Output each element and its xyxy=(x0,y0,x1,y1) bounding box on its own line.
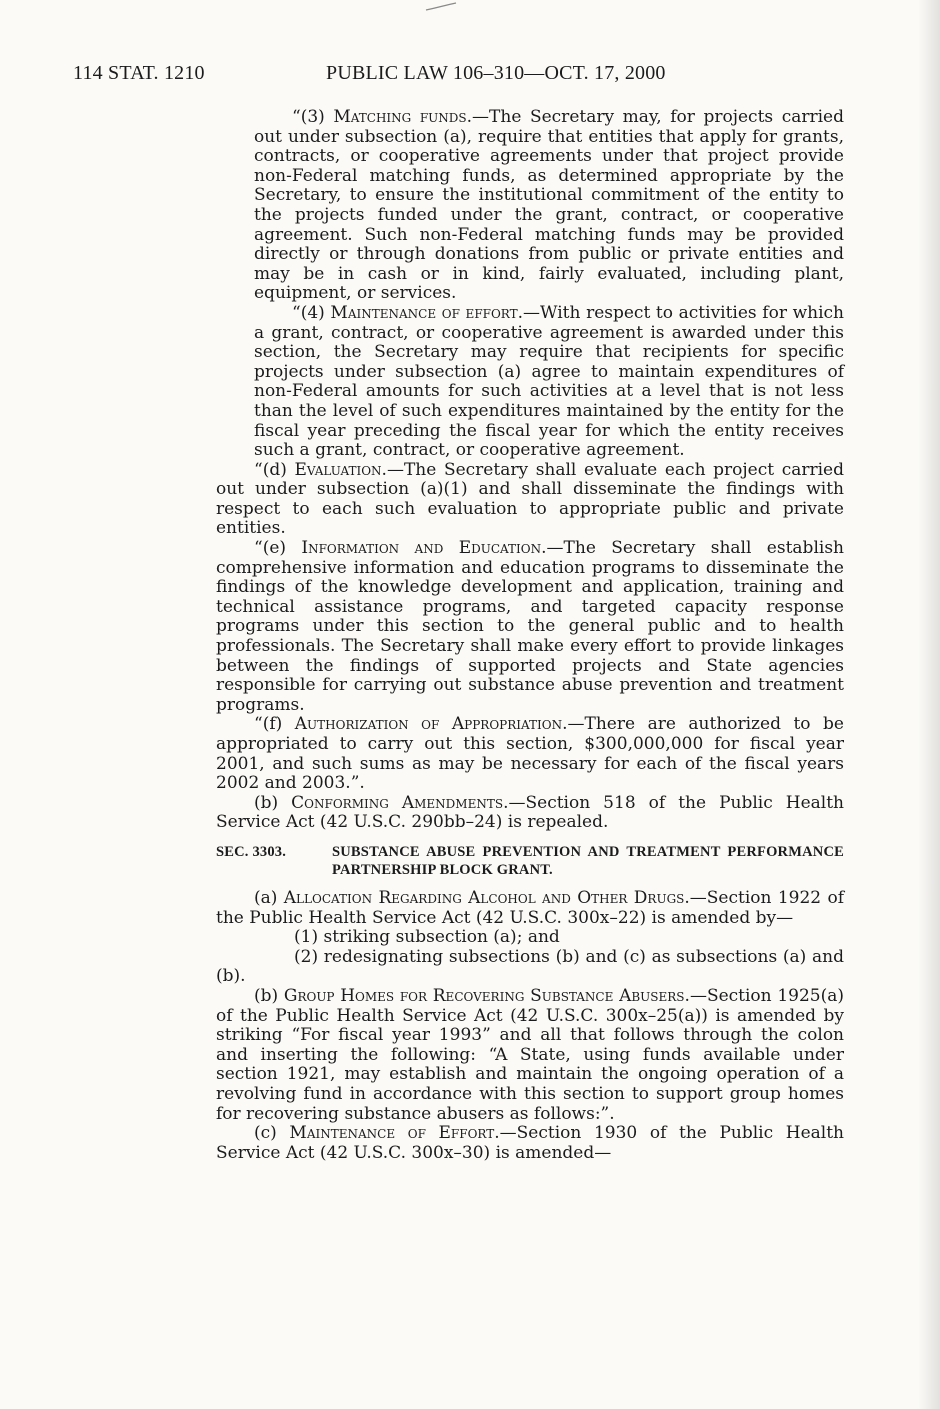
paragraph-evaluation: “(d) Evaluation.—The Secretary shall evaluate each project carried out under subsection (a)(1) and shall disseminate the findings with respect to each such evaluation to appropriate public and private entities. xyxy=(216,459,844,539)
public-law-title: PUBLIC LAW 106–310—OCT. 17, 2000 xyxy=(326,62,666,84)
paragraph-heading: Matching funds. xyxy=(333,107,473,127)
paragraph-body: —The Secretary shall establish comprehensive information and education programs to disseminate the findings of the knowledge development and application, training and technical assistance programs, and targeted capacity response programs under this section to the general public and to health professionals. The Secretary shall make every effort to provide linkages between the findings of supported projects and State agencies responsible for carrying out substance abuse prevention and treatment programs. xyxy=(216,538,844,715)
paragraph-maintenance-of-effort-c: (c) Maintenance of Effort.—Section 1930 of the Public Health Service Act (42 U.S.C. 300x–30) is amended— xyxy=(216,1123,844,1163)
paragraph-heading: Maintenance of Effort. xyxy=(289,1123,500,1144)
list-item: (1) striking subsection (a); and xyxy=(294,927,560,948)
paragraph-information-education: “(e) Information and Education.—The Secretary shall establish comprehensive information and education programs to disseminate the findings of the knowledge development and application, training and technical assistance programs, and targeted capacity response programs under this section to the general public and to health professionals. The Secretary shall make every effort to provide linkages between the findings of supported projects and State agencies responsible for carrying out substance abuse prevention and treatment programs. xyxy=(216,538,844,715)
paragraph-authorization: “(f) Authorization of Appropriation.—There are authorized to be appropriated to carry out this section, $300,000,000 for fiscal year 2001, and such sums as may be necessary for each of the fiscal years 2002 and 2003.”. xyxy=(216,714,844,794)
paragraph-matching-funds: “(3) Matching funds.—The Secretary may, for projects carried out under subsection (a), require that entities that apply for grants, contracts, or cooperative agreements under that project provide non-Federal matching funds, as determined appropriate by the Secretary, to ensure the institutional commitment of the entity to the projects funded under the grant, contract, or cooperative agreement. Such non-Federal matching funds may be provided directly or through donations from public or private entities and may be in cash or in kind, fairly evaluated, including plant, equipment, or services. xyxy=(254,107,844,304)
paragraph-body: —The Secretary may, for projects carried out under subsection (a), require that entities that apply for grants, contracts, or cooperative agreements under that project provide non-Federal matching funds, as determined appropriate by the Secretary, to ensure the institutional commitment of the entity to the projects funded under the grant, contract, or cooperative agreement. Such non-Federal matching funds may be provided directly or through donations from public or private entities and may be in cash or in kind, fairly evaluated, including plant, equipment, or services. xyxy=(254,107,844,304)
paragraph-body: —Section 1930 of the Public Health Service Act (42 U.S.C. 300x–30) is amended— xyxy=(216,1123,844,1163)
scan-edge-shadow xyxy=(918,0,940,1409)
paragraph-heading: Evaluation. xyxy=(294,459,387,480)
paragraph-body: —Section 518 of the Public Health Service Act (42 U.S.C. 290bb–24) is repealed. xyxy=(216,792,844,833)
paragraph-group-homes: (b) Group Homes for Recovering Substance Abusers.—Section 1925(a) of the Public Health Service Act (42 U.S.C. 300x–25(a)) is amended by striking “For fiscal year 1993” and all that follows through the colon and inserting the following: “A State, using funds available under section 1921, may establish and maintain the ongoing operation of a revolving fund in accordance with this section to support group homes for recovering substance abusers as follows:”. xyxy=(216,985,844,1124)
paragraph-heading: Group Homes for Recovering Substance Abusers. xyxy=(283,985,690,1006)
paragraph-body: —With respect to activities for which a grant, contract, or cooperative agreement is awarded under this section, the Secretary may require that recipients for specific projects under subsection (a) agree to maintain expenditures of non-Federal amounts for such activities at a level that is not less than the level of such expenditures maintained by the entity for the fiscal year preceding the fiscal year for which the entity receives such a grant, contract, or cooperative agreement. xyxy=(254,302,845,461)
paragraph-body: —Section 1922 of the Public Health Service Act (42 U.S.C. 300x–22) is amended by— xyxy=(216,887,844,928)
page-header xyxy=(0,62,940,88)
paragraph-body: —Section 1925(a) of the Public Health Service Act (42 U.S.C. 300x–25(a)) is amended by striking “For fiscal year 1993” and all that follows through the colon and inserting the following: “A State, using funds available under section 1921, may establish and maintain the ongoing operation of a revolving fund in accordance with this section to support group homes for recovering substance abusers as follows:”. xyxy=(216,985,844,1124)
paragraph-maintenance-of-effort: “(4) Maintenance of effort.—With respect to activities for which a grant, contract, or cooperative agreement is awarded under this section, the Secretary may require that recipients for specific projects under subsection (a) agree to maintain expenditures of non-Federal amounts for such activities at a level that is not less than the level of such expenditures maintained by the entity for the fiscal year preceding the fiscal year for which the entity receives such a grant, contract, or cooperative agreement. xyxy=(254,302,845,461)
paragraph-body: —There are authorized to be appropriated to carry out this section, $300,000,000 for fiscal year 2001, and such sums as may be necessary for each of the fiscal years 2002 and 2003.”. xyxy=(216,714,844,794)
paragraph-conforming-amendments: (b) Conforming Amendments.—Section 518 of the Public Health Service Act (42 U.S.C. 290bb–24) is repealed. xyxy=(216,792,844,833)
section-number: SEC. 3303. xyxy=(216,843,287,860)
statute-text xyxy=(216,108,844,1163)
statute-page-reference: 114 STAT. 1210 xyxy=(73,62,205,84)
section-title: SUBSTANCE ABUSE PREVENTION AND TREATMENT PERFORMANCE PARTNERSHIP BLOCK GRANT. xyxy=(332,843,844,878)
list-item: (2) redesignating subsections (b) and (c) as subsections (a) and (b). xyxy=(216,946,844,987)
paragraph-heading: Authorization of Appropriation. xyxy=(294,714,568,735)
paragraph-heading: Information and Education. xyxy=(301,538,547,559)
paragraph-heading: Allocation Regarding Alcohol and Other Drugs. xyxy=(283,887,690,908)
section-heading xyxy=(216,843,844,879)
paragraph-heading: Maintenance of effort. xyxy=(330,302,524,323)
paragraph-body: —The Secretary shall evaluate each project carried out under subsection (a)(1) and shall disseminate the findings with respect to each such evaluation to appropriate public and private entities. xyxy=(216,459,844,539)
scan-artifact-mark xyxy=(424,2,458,12)
paragraph-heading: Conforming Amendments. xyxy=(291,792,509,813)
paragraph-allocation: (a) Allocation Regarding Alcohol and Other Drugs.—Section 1922 of the Public Health Service Act (42 U.S.C. 300x–22) is amended by— xyxy=(216,887,844,928)
